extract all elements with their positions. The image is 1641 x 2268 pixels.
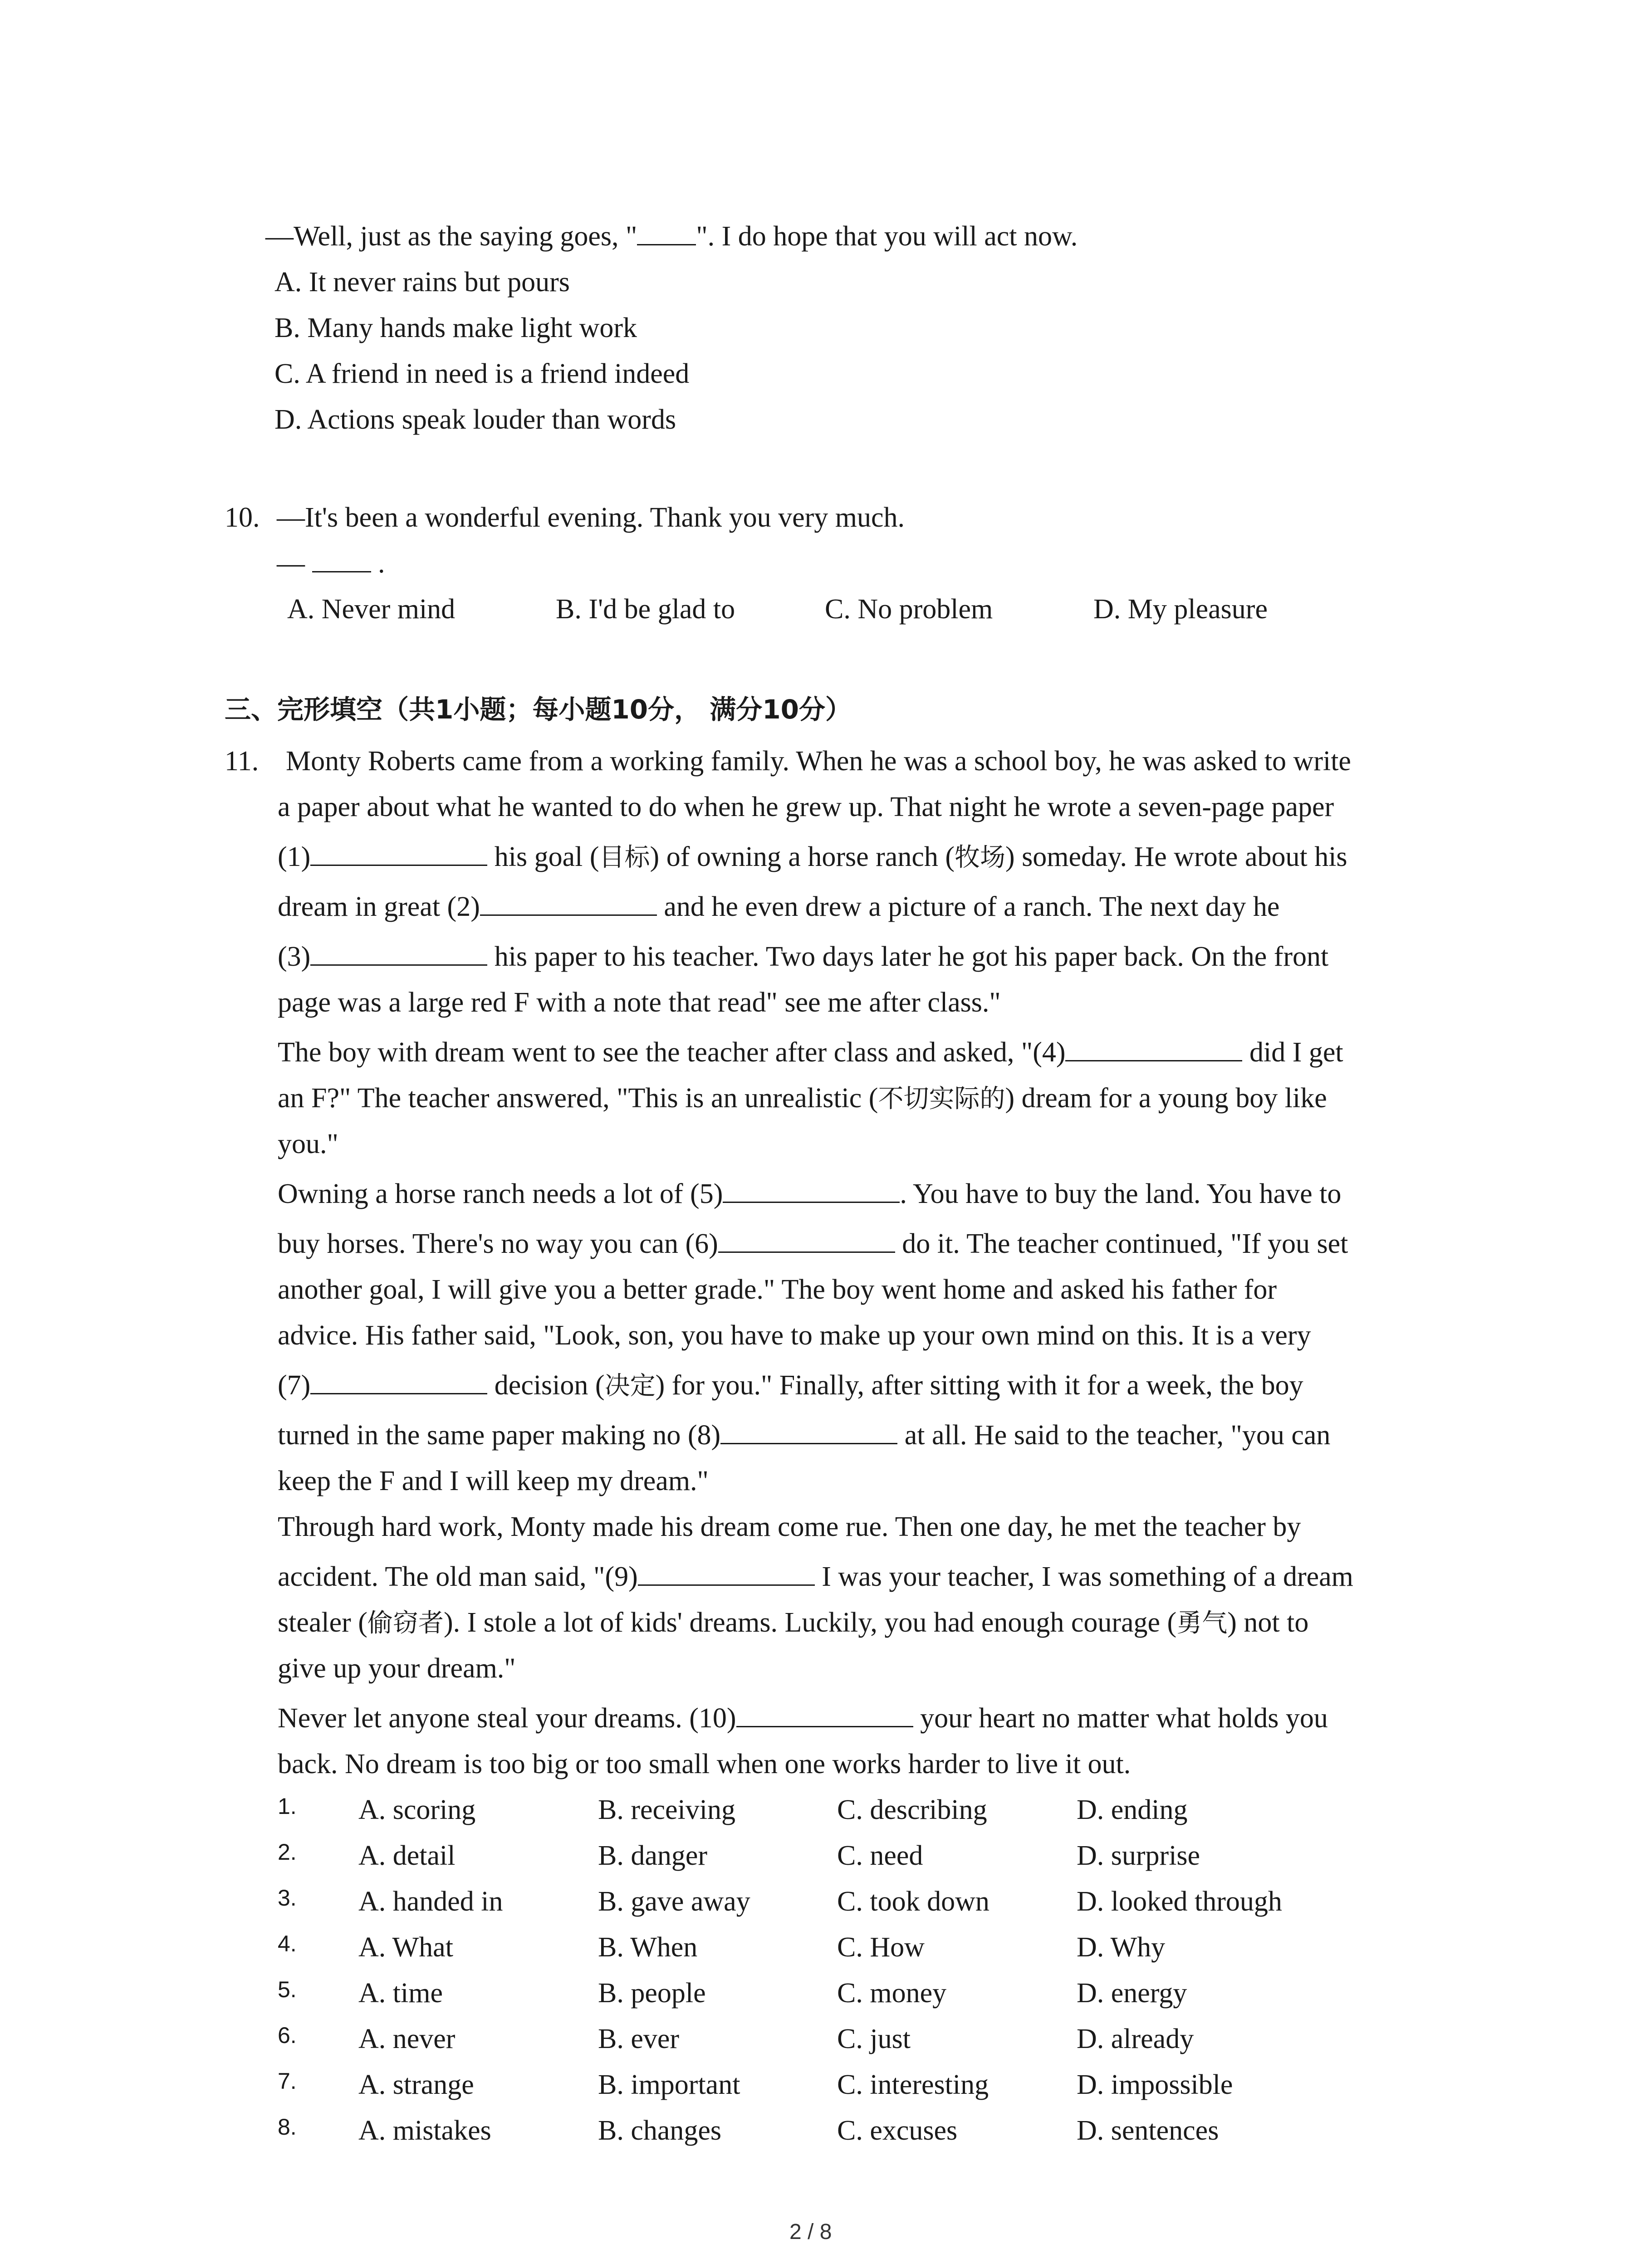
option-c: C. excuses <box>837 2115 958 2146</box>
q10-option-d: D. My pleasure <box>1093 594 1268 625</box>
blank-9 <box>638 1557 815 1586</box>
option-a: A. detail <box>358 1840 456 1871</box>
option-d: D. impossible <box>1077 2069 1233 2100</box>
passage-line: (1) his goal (目标) of owning a horse ranch (牧场) someday. He wrote about his <box>278 834 1347 881</box>
passage-line: Never let anyone steal your dreams. (10) your heart no matter what holds you <box>278 1695 1328 1741</box>
q10-end: . <box>378 548 385 579</box>
passage-line: keep the F and I will keep my dream." <box>278 1466 709 1496</box>
option-row-number: 1. <box>278 1794 297 1819</box>
blank-1 <box>310 837 487 866</box>
option-row-number: 2. <box>278 1839 297 1865</box>
page-number: 2 / 8 <box>789 2220 832 2244</box>
q10-blank <box>312 546 371 572</box>
option-c: C. describing <box>837 1794 987 1825</box>
option-b: B. ever <box>598 2024 680 2054</box>
option-d: D. surprise <box>1077 1840 1200 1871</box>
q9-stem-after: ". I do hope that you will act now. <box>696 221 1078 252</box>
blank-3 <box>310 937 487 966</box>
blank-8 <box>720 1416 897 1444</box>
passage-line: advice. His father said, "Look, son, you have to make up your own mind on this. It is a very <box>278 1320 1311 1351</box>
q10-option-c: C. No problem <box>825 594 993 625</box>
option-a: A. handed in <box>358 1886 503 1917</box>
q10-option-a: A. Never mind <box>287 594 456 625</box>
q10-line2 <box>277 540 385 587</box>
option-row-number: 7. <box>278 2068 297 2094</box>
q11-number: 11. <box>225 746 259 777</box>
passage-line: stealer (偷窃者). I stole a lot of kids' dreams. Luckily, you had enough courage (勇气) not to <box>278 1607 1309 1638</box>
option-b: B. gave away <box>598 1886 750 1917</box>
blank-6 <box>718 1224 895 1253</box>
option-b: B. important <box>598 2069 740 2100</box>
passage-line: an F?" The teacher answered, "This is an unrealistic (不切实际的) dream for a young boy like <box>278 1083 1327 1114</box>
option-b: B. danger <box>598 1840 708 1871</box>
option-c: C. took down <box>837 1886 989 1917</box>
option-b: B. people <box>598 1978 706 2009</box>
passage-line: Monty Roberts came from a working family. When he was a school boy, he was asked to write <box>286 746 1351 777</box>
option-d: D. already <box>1077 2024 1194 2054</box>
q10-line1: —It's been a wonderful evening. Thank you very much. <box>277 502 905 533</box>
option-a: A. never <box>358 2024 456 2054</box>
passage-line: accident. The old man said, "(9) I was your teacher, I was something of a dream <box>278 1554 1353 1600</box>
option-row-number: 4. <box>278 1931 297 1956</box>
option-d: D. sentences <box>1077 2115 1219 2146</box>
passage-line: (7) decision (决定) for you." Finally, after sitting with it for a week, the boy <box>278 1362 1303 1409</box>
q10-option-b: B. I'd be glad to <box>556 594 735 625</box>
blank-2 <box>480 887 657 916</box>
blank-5 <box>723 1174 900 1203</box>
passage-line: dream in great (2) and he even drew a picture of a ranch. The next day he <box>278 884 1279 930</box>
section-heading: 三、完形填空（共1小题；每小题10分， 满分10分） <box>225 694 852 725</box>
option-c: C. money <box>837 1978 947 2009</box>
passage-line: The boy with dream went to see the teacher after class and asked, "(4) did I get <box>278 1029 1343 1075</box>
option-d: D. energy <box>1077 1978 1187 2009</box>
option-row-number: 3. <box>278 1885 297 1911</box>
option-c: C. just <box>837 2024 911 2054</box>
q9-option-a: A. It never rains but pours <box>274 267 570 298</box>
option-a: A. time <box>358 1978 443 2009</box>
passage-line: another goal, I will give you a better grade." The boy went home and asked his father for <box>278 1274 1277 1305</box>
q9-blank <box>637 219 696 245</box>
q10-number: 10. <box>225 502 260 533</box>
passage-line: turned in the same paper making no (8) at all. He said to the teacher, "you can <box>278 1412 1330 1458</box>
option-row-number: 5. <box>278 1977 297 2002</box>
q9-option-b: B. Many hands make light work <box>274 313 637 343</box>
blank-10 <box>736 1699 913 1727</box>
passage-line: back. No dream is too big or too small when one works harder to live it out. <box>278 1749 1131 1779</box>
passage-line: Through hard work, Monty made his dream come rue. Then one day, he met the teacher by <box>278 1511 1301 1542</box>
q9-stem <box>265 213 1078 259</box>
option-c: C. need <box>837 1840 923 1871</box>
q9-option-c: C. A friend in need is a friend indeed <box>274 358 690 389</box>
option-d: D. Why <box>1077 1932 1166 1963</box>
q9-option-d: D. Actions speak louder than words <box>274 404 676 435</box>
option-a: A. mistakes <box>358 2115 491 2146</box>
option-b: B. When <box>598 1932 698 1963</box>
option-d: D. ending <box>1077 1794 1188 1825</box>
option-row-number: 8. <box>278 2114 297 2140</box>
option-a: A. strange <box>358 2069 474 2100</box>
option-a: A. scoring <box>358 1794 476 1825</box>
passage-line: a paper about what he wanted to do when he grew up. That night he wrote a seven-page paper <box>278 792 1334 822</box>
blank-7 <box>310 1366 487 1394</box>
passage-line: give up your dream." <box>278 1653 516 1684</box>
passage-line: page was a large red F with a note that read" see me after class." <box>278 987 1001 1018</box>
option-d: D. looked through <box>1077 1886 1282 1917</box>
option-c: C. interesting <box>837 2069 989 2100</box>
passage-line: Owning a horse ranch needs a lot of (5) . You have to buy the land. You have to <box>278 1171 1341 1217</box>
blank-4 <box>1065 1033 1242 1061</box>
option-a: A. What <box>358 1932 453 1963</box>
q10-dash: — <box>277 548 305 579</box>
passage-line: (3) his paper to his teacher. Two days later he got his paper back. On the front <box>278 934 1328 980</box>
option-c: C. How <box>837 1932 925 1963</box>
q9-stem-before: —Well, just as the saying goes, " <box>265 221 637 252</box>
option-row-number: 6. <box>278 2023 297 2048</box>
passage-line: you." <box>278 1129 338 1159</box>
passage-line: buy horses. There's no way you can (6) do it. The teacher continued, "If you set <box>278 1221 1348 1267</box>
option-b: B. receiving <box>598 1794 736 1825</box>
option-b: B. changes <box>598 2115 722 2146</box>
